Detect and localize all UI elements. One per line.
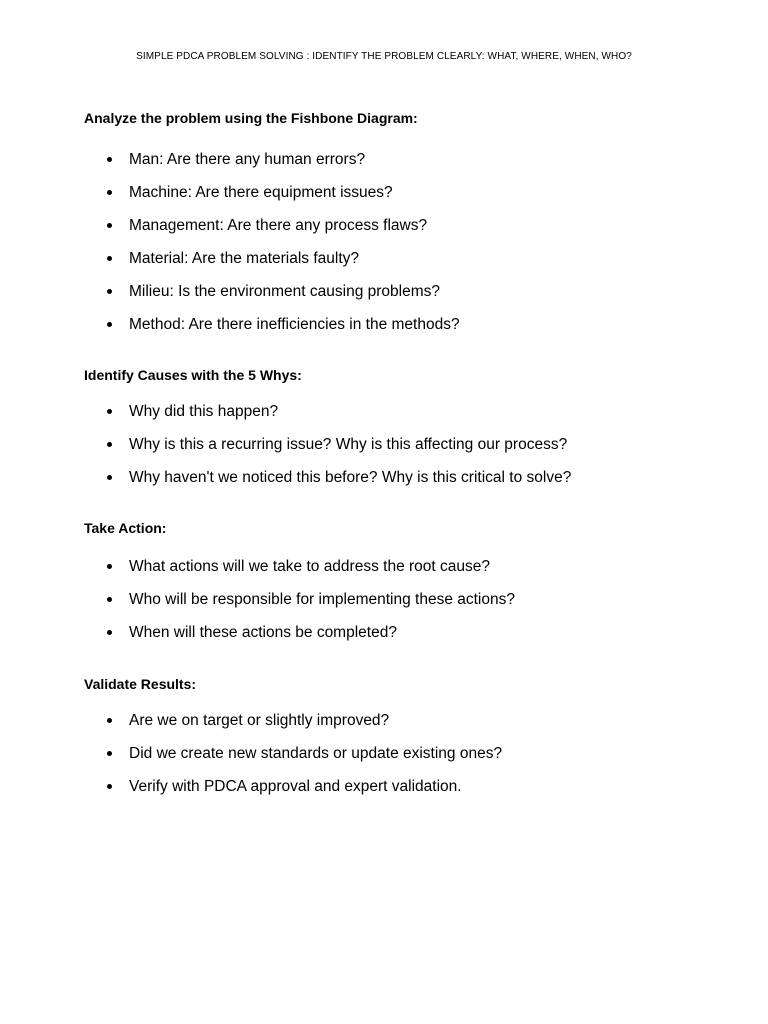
bullet-icon: [107, 630, 112, 635]
bullet-icon: [107, 718, 112, 723]
list-item: [0, 282, 768, 315]
list-item-text: Why is this a recurring issue? Why is this affecting our process?: [129, 436, 568, 453]
list-item-text: Material: Are the materials faulty?: [129, 250, 360, 267]
bullet-icon: [107, 322, 112, 327]
validate-results-list: [0, 711, 768, 810]
bullet-icon: [107, 564, 112, 569]
list-item-text: What actions will we take to address the root cause?: [129, 558, 490, 575]
list-item: [0, 623, 768, 656]
list-item-text: Man: Are there any human errors?: [129, 151, 366, 168]
bullet-icon: [107, 289, 112, 294]
section-heading-take-action: Take Action:: [84, 520, 167, 536]
bullet-icon: [107, 475, 112, 480]
list-item: [0, 183, 768, 216]
bullet-icon: [107, 597, 112, 602]
section-heading-five-whys: Identify Causes with the 5 Whys:: [84, 367, 302, 383]
section-heading-validate-results: Validate Results:: [84, 676, 197, 692]
list-item-text: Who will be responsible for implementing these actions?: [129, 591, 515, 608]
bullet-icon: [107, 442, 112, 447]
bullet-icon: [107, 256, 112, 261]
list-item: [0, 468, 768, 501]
fishbone-list: [0, 150, 768, 348]
list-item: [0, 315, 768, 348]
document-header: SIMPLE PDCA PROBLEM SOLVING : IDENTIFY THE PROBLEM CLEARLY: WHAT, WHERE, WHEN, WHO?: [136, 51, 632, 62]
list-item: [0, 216, 768, 249]
list-item-text: Did we create new standards or update existing ones?: [129, 745, 503, 762]
list-item: [0, 590, 768, 623]
bullet-icon: [107, 157, 112, 162]
list-item-text: Verify with PDCA approval and expert validation.: [129, 778, 462, 795]
list-item-text: Are we on target or slightly improved?: [129, 712, 390, 729]
list-item: [0, 557, 768, 590]
list-item-text: Method: Are there inefficiencies in the methods?: [129, 316, 460, 333]
list-item-text: Management: Are there any process flaws?: [129, 217, 428, 234]
list-item-text: When will these actions be completed?: [129, 624, 397, 641]
list-item: [0, 402, 768, 435]
list-item-text: Milieu: Is the environment causing problems?: [129, 283, 441, 300]
five-whys-list: [0, 402, 768, 501]
section-heading-fishbone: Analyze the problem using the Fishbone Diagram:: [84, 110, 418, 126]
bullet-icon: [107, 784, 112, 789]
list-item: [0, 435, 768, 468]
list-item: [0, 711, 768, 744]
take-action-list: [0, 557, 768, 656]
bullet-icon: [107, 409, 112, 414]
bullet-icon: [107, 190, 112, 195]
list-item-text: Why did this happen?: [129, 403, 279, 420]
bullet-icon: [107, 751, 112, 756]
list-item: [0, 249, 768, 282]
list-item-text: Machine: Are there equipment issues?: [129, 184, 393, 201]
list-item: [0, 744, 768, 777]
bullet-icon: [107, 223, 112, 228]
list-item: [0, 777, 768, 810]
list-item-text: Why haven't we noticed this before? Why is this critical to solve?: [129, 469, 572, 486]
list-item: [0, 150, 768, 183]
